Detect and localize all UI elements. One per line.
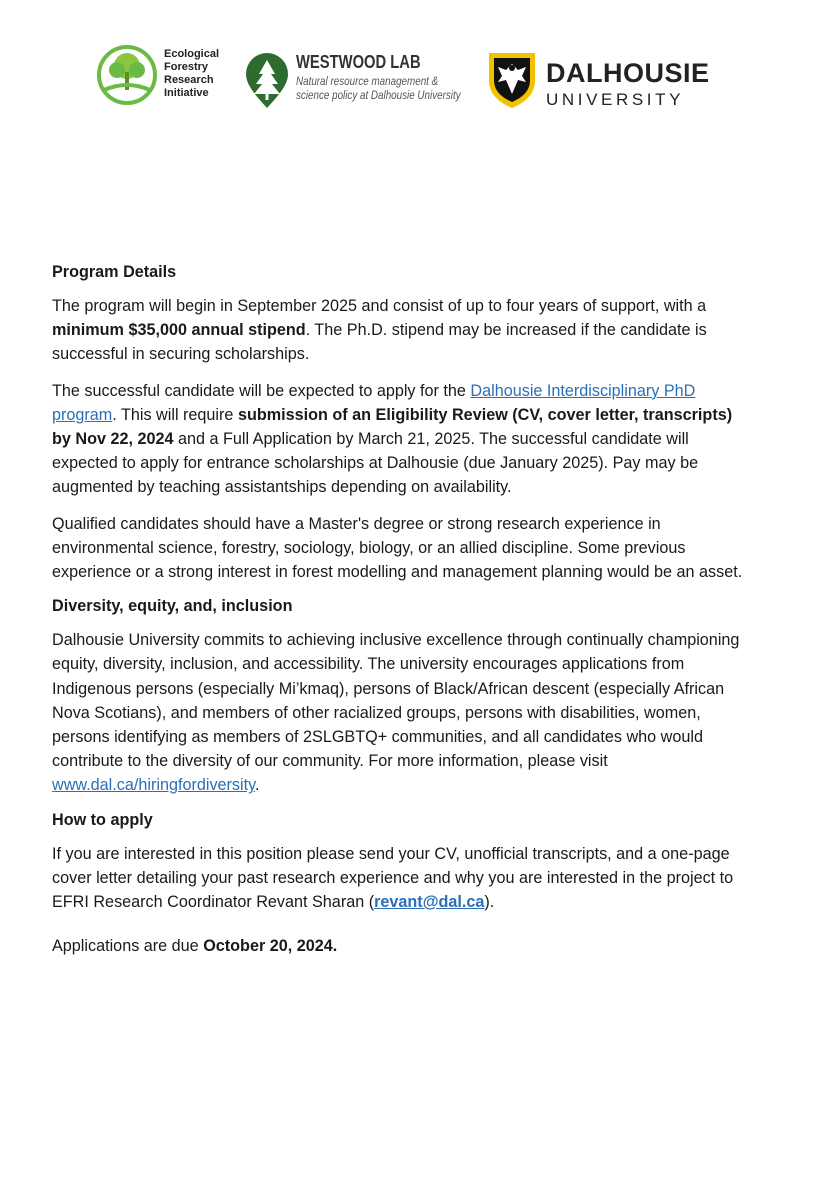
hiring-for-diversity-link[interactable]: www.dal.ca/hiringfordiversity <box>52 776 256 795</box>
efri-word-3: Research <box>164 74 214 86</box>
dalhousie-crest-icon <box>486 50 538 110</box>
text: and a Full Application by March 21, 2025. The successful candidate will expected to apply for entrance scholarships at Dalhousie (due January 2025). Pay may be augmented by teaching assistantships depending on availability. <box>52 430 699 497</box>
efri-tree-icon <box>96 44 160 106</box>
text: . The Ph.D. stipend may be increased if the candidate is successful in securing scholarships. <box>52 321 707 364</box>
program-paragraph-3: Qualified candidates should have a Master's degree or strong research experience in environmental science, forestry, sociology, biology, or an allied discipline. Some previous experience or a strong interest in forest modelling and management planning would be an asset. <box>52 514 743 582</box>
eligibility-review-bold: submission of an Eligibility Review (CV, cover letter, transcripts) by Nov 22, 2024 <box>52 405 733 449</box>
westwood-tree-icon <box>244 52 290 110</box>
text: . This will require <box>112 405 238 424</box>
efri-logo-text <box>164 48 219 100</box>
text: Applications are due <box>52 937 204 956</box>
text: If you are interested in this position please send your CV, unofficial transcripts, and a one-page cover letter detailing your past research experience and why you are interested in the project to EFRI Research Coordinator Revant Sharan ( <box>52 844 734 912</box>
how-to-apply-heading: How to apply <box>52 810 153 829</box>
text: . <box>255 776 260 795</box>
interdisciplinary-phd-link[interactable]: Dalhousie Interdisciplinary PhD program <box>52 381 696 424</box>
westwood-lab-logo <box>244 52 474 112</box>
program-paragraph-2 <box>52 379 752 500</box>
text: The program will begin in September 2025 and consist of up to four years of support, with a <box>52 297 707 315</box>
diversity-heading: Diversity, equity, and, inclusion <box>52 597 293 616</box>
logo-bar <box>0 36 823 116</box>
westwood-subtitle <box>296 74 461 102</box>
email-link[interactable]: revant@dal.ca <box>374 893 485 912</box>
westwood-title: WESTWOOD LAB <box>296 52 421 72</box>
apply-paragraph <box>52 842 752 915</box>
text: Dalhousie University commits to achieving inclusive excellence through continually championing equity, diversity, inclusion, and accessibility. The university encourages applications from Indigenous persons (especially Mi’kmaq), persons of Black/African descent (especially African Nova Scotians), and members of other racialized groups, persons with disabilities, women, persons identifying as members of 2SLGBTQ+ communities, and all candidates who would contribute to the diversity of our community. For more information, please visit <box>52 631 740 771</box>
stipend-bold: minimum $35,000 annual stipend <box>52 321 306 340</box>
dalhousie-university-label: UNIVERSITY <box>546 90 685 109</box>
program-details-heading: Program Details <box>52 263 177 281</box>
dalhousie-name: DALHOUSIE <box>546 58 710 88</box>
westwood-subtitle-line-1: Natural resource management & <box>296 74 439 88</box>
dalhousie-logo <box>486 50 710 112</box>
westwood-subtitle-line-2: science policy at Dalhousie University <box>296 88 461 102</box>
program-paragraph-1 <box>52 294 752 367</box>
efri-logo <box>96 44 226 106</box>
efri-word-4: Initiative <box>164 87 209 99</box>
efri-word-1: Ecological <box>164 48 220 60</box>
text: The successful candidate will be expected to apply for the <box>52 381 471 400</box>
due-date-bold: October 20, 2024. <box>203 937 338 956</box>
text: ). <box>484 893 495 912</box>
applications-due <box>52 934 752 958</box>
document-body <box>52 262 752 970</box>
efri-word-2: Forestry <box>164 61 209 73</box>
diversity-paragraph <box>52 628 752 797</box>
